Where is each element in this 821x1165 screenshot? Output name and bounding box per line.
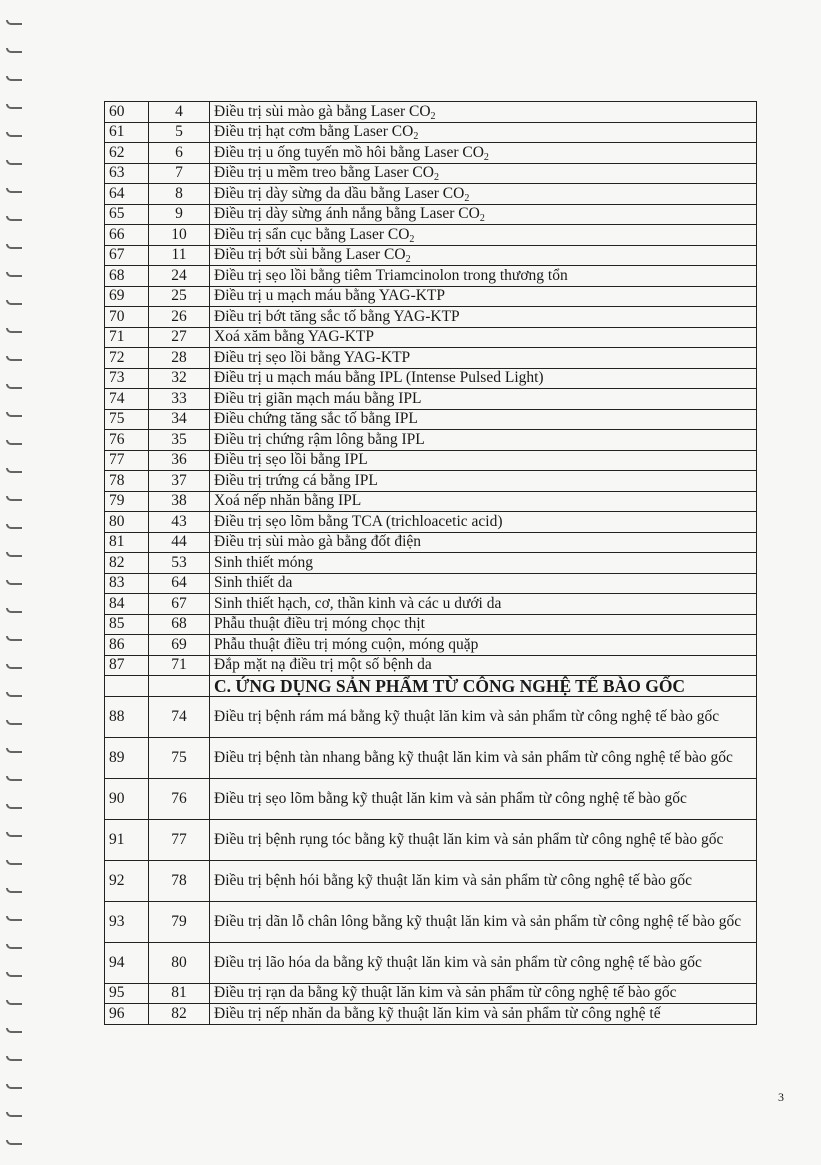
binding-mark	[6, 972, 22, 977]
table-row	[105, 430, 757, 451]
procedure-code: 25	[149, 286, 210, 307]
procedure-name-text: Điều trị sẹo lồi bằng YAG-KTP	[214, 348, 411, 366]
procedure-name-text: Điều trị sẹo lồi bằng tiêm Triamcinolon trong thương tổn	[214, 266, 568, 284]
binding-mark	[6, 1028, 22, 1033]
procedure-code: 34	[149, 409, 210, 430]
procedure-name-text: Điều trị bớt sùi bằng Laser CO	[214, 246, 406, 264]
table-row	[105, 819, 757, 860]
subscript: 2	[405, 254, 411, 266]
row-number: 72	[105, 348, 149, 369]
row-number: 93	[105, 901, 149, 942]
binding-mark	[6, 384, 22, 389]
table-row	[105, 163, 757, 184]
row-number: 91	[105, 819, 149, 860]
procedure-code: 6	[149, 143, 210, 164]
procedure-name	[210, 102, 757, 123]
procedure-name	[210, 655, 757, 676]
procedure-code: 36	[149, 450, 210, 471]
procedure-name-text: Điều trị chứng rậm lông bằng IPL	[214, 430, 425, 448]
row-number: 84	[105, 594, 149, 615]
procedure-name-text: Phẫu thuật điều trị móng chọc thịt	[214, 615, 425, 633]
table-row	[105, 327, 757, 348]
table-row	[105, 204, 757, 225]
row-number: 89	[105, 737, 149, 778]
row-number: 80	[105, 512, 149, 533]
procedure-name	[210, 409, 757, 430]
procedure-name	[210, 594, 757, 615]
binding-mark	[6, 916, 22, 921]
table-row	[105, 512, 757, 533]
table-row	[105, 368, 757, 389]
row-number: 74	[105, 389, 149, 410]
row-number: 67	[105, 245, 149, 266]
row-number: 82	[105, 553, 149, 574]
procedure-name-text: Phẫu thuật điều trị móng cuộn, móng quặp	[214, 635, 479, 653]
empty-cell	[105, 676, 149, 697]
table-row	[105, 348, 757, 369]
row-number: 83	[105, 573, 149, 594]
table-row	[105, 573, 757, 594]
procedure-code: 76	[149, 778, 210, 819]
binding-mark	[6, 244, 22, 249]
procedure-name: Điều trị rạn da bằng kỹ thuật lăn kim và sản phẩm từ công nghệ tế bào gốc	[210, 983, 757, 1004]
table-row	[105, 102, 757, 123]
empty-cell	[149, 676, 210, 697]
row-number: 62	[105, 143, 149, 164]
table-row	[105, 122, 757, 143]
binding-mark	[6, 104, 22, 109]
procedure-code: 68	[149, 614, 210, 635]
table-row	[105, 594, 757, 615]
procedure-name	[210, 553, 757, 574]
binding-mark	[6, 440, 22, 445]
procedure-name: Điều trị bệnh tàn nhang bằng kỹ thuật lăn kim và sản phẩm từ công nghệ tế bào gốc	[210, 737, 757, 778]
row-number: 73	[105, 368, 149, 389]
procedure-name-text: Điều trị dày sừng da dầu bằng Laser CO	[214, 184, 465, 202]
procedure-code: 77	[149, 819, 210, 860]
row-number: 81	[105, 532, 149, 553]
procedure-name-text: Điều trị sẩn cục bằng Laser CO	[214, 225, 410, 243]
table-row	[105, 860, 757, 901]
procedure-code: 69	[149, 635, 210, 656]
procedure-code: 82	[149, 1004, 210, 1025]
table-row	[105, 225, 757, 246]
binding-mark	[6, 580, 22, 585]
table-row	[105, 266, 757, 287]
binding-mark	[6, 20, 22, 25]
procedure-code: 28	[149, 348, 210, 369]
binding-mark	[6, 328, 22, 333]
binding-mark	[6, 1084, 22, 1089]
procedure-name	[210, 122, 757, 143]
procedure-code: 5	[149, 122, 210, 143]
table-row	[105, 553, 757, 574]
subscript: 2	[409, 233, 415, 245]
row-number: 86	[105, 635, 149, 656]
table-row	[105, 491, 757, 512]
table-row	[105, 901, 757, 942]
procedure-name: Điều trị bệnh rụng tóc bằng kỹ thuật lăn kim và sản phẩm từ công nghệ tế bào gốc	[210, 819, 757, 860]
spiral-binding	[0, 0, 30, 1165]
binding-mark	[6, 76, 22, 81]
procedure-name-text: Điều trị bớt tăng sắc tố bằng YAG-KTP	[214, 307, 460, 325]
table-row	[105, 696, 757, 737]
procedure-code: 79	[149, 901, 210, 942]
binding-mark	[6, 188, 22, 193]
row-number: 88	[105, 696, 149, 737]
row-number: 76	[105, 430, 149, 451]
section-heading-row	[105, 676, 757, 697]
procedure-name-text: Xoá nếp nhăn bằng IPL	[214, 492, 362, 510]
row-number: 69	[105, 286, 149, 307]
procedure-code: 9	[149, 204, 210, 225]
binding-mark	[6, 524, 22, 529]
row-number: 71	[105, 327, 149, 348]
table-row	[105, 983, 757, 1004]
procedure-code: 53	[149, 553, 210, 574]
row-number: 87	[105, 655, 149, 676]
procedure-name-text: Đắp mặt nạ điều trị một số bệnh da	[214, 656, 432, 674]
procedure-name-text: Điều trị giãn mạch máu bằng IPL	[214, 389, 422, 407]
procedure-name-text: Điều trị trứng cá bằng IPL	[214, 471, 378, 489]
procedure-code: 75	[149, 737, 210, 778]
procedure-name: Điều trị bệnh rám má bằng kỹ thuật lăn kim và sản phẩm từ công nghệ tế bào gốc	[210, 696, 757, 737]
row-number: 63	[105, 163, 149, 184]
procedure-code: 8	[149, 184, 210, 205]
row-number: 68	[105, 266, 149, 287]
binding-mark	[6, 48, 22, 53]
table-row	[105, 1004, 757, 1025]
row-number: 60	[105, 102, 149, 123]
table-row	[105, 532, 757, 553]
procedure-name: Điều trị lão hóa da bằng kỹ thuật lăn kim và sản phẩm từ công nghệ tế bào gốc	[210, 942, 757, 983]
subscript: 2	[464, 192, 470, 204]
procedure-name: Điều trị sẹo lõm bằng kỹ thuật lăn kim và sản phẩm từ công nghệ tế bào gốc	[210, 778, 757, 819]
procedure-name-text: Điều trị sẹo lồi bằng IPL	[214, 451, 368, 469]
procedure-name	[210, 307, 757, 328]
row-number: 85	[105, 614, 149, 635]
procedure-code: 67	[149, 594, 210, 615]
binding-mark	[6, 216, 22, 221]
procedure-name-text: Điều trị u mạch máu bằng IPL (Intense Pulsed Light)	[214, 369, 544, 387]
procedure-code: 4	[149, 102, 210, 123]
row-number: 77	[105, 450, 149, 471]
table-row	[105, 450, 757, 471]
procedure-name-text: Sinh thiết móng	[214, 553, 314, 571]
row-number: 65	[105, 204, 149, 225]
procedure-code: 78	[149, 860, 210, 901]
binding-mark	[6, 944, 22, 949]
row-number: 79	[105, 491, 149, 512]
procedure-name: Điều trị bệnh hói bằng kỹ thuật lăn kim và sản phẩm từ công nghệ tế bào gốc	[210, 860, 757, 901]
procedure-name	[210, 266, 757, 287]
procedure-code: 37	[149, 471, 210, 492]
table-row	[105, 655, 757, 676]
table-row	[105, 778, 757, 819]
procedure-name: Điều trị nếp nhăn da bằng kỹ thuật lăn kim và sản phẩm từ công nghệ tế	[210, 1004, 757, 1025]
procedure-name	[210, 512, 757, 533]
row-number: 96	[105, 1004, 149, 1025]
procedure-code: 10	[149, 225, 210, 246]
procedure-name-text: Sinh thiết hạch, cơ, thần kinh và các u dưới da	[214, 594, 502, 612]
procedure-name-text: Sinh thiết da	[214, 574, 293, 592]
procedure-name	[210, 225, 757, 246]
binding-mark	[6, 132, 22, 137]
procedure-code: 43	[149, 512, 210, 533]
procedure-name	[210, 532, 757, 553]
table-row	[105, 389, 757, 410]
table-row	[105, 143, 757, 164]
binding-mark	[6, 860, 22, 865]
procedure-name	[210, 143, 757, 164]
procedure-name	[210, 430, 757, 451]
table-row	[105, 245, 757, 266]
row-number: 78	[105, 471, 149, 492]
table-row	[105, 184, 757, 205]
procedure-name	[210, 348, 757, 369]
procedure-name-text: Điều trị sẹo lõm bằng TCA (trichloacetic acid)	[214, 512, 503, 530]
binding-mark	[6, 804, 22, 809]
procedure-code: 64	[149, 573, 210, 594]
binding-mark	[6, 300, 22, 305]
procedure-table-body	[105, 102, 757, 1025]
procedure-name: Điều trị dãn lỗ chân lông bằng kỹ thuật lăn kim và sản phẩm từ công nghệ tế bào gốc	[210, 901, 757, 942]
procedure-name	[210, 450, 757, 471]
binding-mark	[6, 720, 22, 725]
binding-mark	[6, 496, 22, 501]
procedure-name	[210, 245, 757, 266]
subscript: 2	[479, 213, 485, 225]
binding-mark	[6, 272, 22, 277]
table-row	[105, 286, 757, 307]
procedure-name	[210, 204, 757, 225]
binding-mark	[6, 412, 22, 417]
binding-mark	[6, 636, 22, 641]
procedure-code: 7	[149, 163, 210, 184]
binding-mark	[6, 748, 22, 753]
row-number: 92	[105, 860, 149, 901]
procedure-name	[210, 184, 757, 205]
binding-mark	[6, 832, 22, 837]
subscript: 2	[430, 110, 436, 122]
page-number: 3	[778, 1090, 784, 1104]
procedure-code: 81	[149, 983, 210, 1004]
binding-mark	[6, 1056, 22, 1061]
procedure-code: 35	[149, 430, 210, 451]
binding-mark	[6, 356, 22, 361]
procedure-name	[210, 491, 757, 512]
subscript: 2	[483, 151, 489, 163]
procedure-code: 24	[149, 266, 210, 287]
table-row	[105, 471, 757, 492]
binding-mark	[6, 664, 22, 669]
procedure-name-text: Điều trị u ống tuyến mồ hôi bằng Laser CO	[214, 143, 484, 161]
procedure-name-text: Xoá xăm bằng YAG-KTP	[214, 328, 374, 346]
row-number: 64	[105, 184, 149, 205]
row-number: 61	[105, 122, 149, 143]
table-row	[105, 942, 757, 983]
procedure-name	[210, 163, 757, 184]
procedure-name	[210, 389, 757, 410]
procedure-code: 32	[149, 368, 210, 389]
procedure-code: 80	[149, 942, 210, 983]
table-row	[105, 614, 757, 635]
procedure-name-text: Điều trị hạt cơm bằng Laser CO	[214, 123, 414, 141]
binding-mark	[6, 888, 22, 893]
subscript: 2	[413, 131, 419, 143]
procedure-name-text: Điều trị sùi mào gà bằng Laser CO	[214, 102, 431, 120]
procedure-code: 71	[149, 655, 210, 676]
procedure-name-text: Điều trị sùi mào gà bằng đốt điện	[214, 533, 422, 551]
table-row	[105, 635, 757, 656]
binding-mark	[6, 160, 22, 165]
table-row	[105, 409, 757, 430]
procedure-name	[210, 614, 757, 635]
binding-mark	[6, 1140, 22, 1145]
row-number: 94	[105, 942, 149, 983]
procedure-name-text: Điều trị dày sừng ánh nắng bằng Laser CO	[214, 205, 480, 223]
procedure-code: 38	[149, 491, 210, 512]
procedure-code: 44	[149, 532, 210, 553]
procedure-name	[210, 286, 757, 307]
binding-mark	[6, 552, 22, 557]
procedure-name-text: Điều trị u mềm treo bằng Laser CO	[214, 164, 434, 182]
row-number: 95	[105, 983, 149, 1004]
procedure-name-text: Điều chứng tăng sắc tố bằng IPL	[214, 410, 418, 428]
table-row	[105, 737, 757, 778]
procedure-code: 33	[149, 389, 210, 410]
section-heading: C. ỨNG DỤNG SẢN PHẨM TỪ CÔNG NGHỆ TẾ BÀO GỐC	[210, 676, 757, 697]
binding-mark	[6, 608, 22, 613]
row-number: 75	[105, 409, 149, 430]
row-number: 90	[105, 778, 149, 819]
binding-mark	[6, 692, 22, 697]
row-number: 70	[105, 307, 149, 328]
procedure-table	[104, 101, 757, 1025]
procedure-name	[210, 573, 757, 594]
subscript: 2	[433, 172, 439, 184]
binding-mark	[6, 468, 22, 473]
table-row	[105, 307, 757, 328]
binding-mark	[6, 1000, 22, 1005]
row-number: 66	[105, 225, 149, 246]
procedure-name-text: Điều trị u mạch máu bằng YAG-KTP	[214, 287, 446, 305]
procedure-code: 74	[149, 696, 210, 737]
procedure-name	[210, 368, 757, 389]
procedure-name	[210, 327, 757, 348]
binding-mark	[6, 1112, 22, 1117]
procedure-code: 11	[149, 245, 210, 266]
procedure-code: 27	[149, 327, 210, 348]
procedure-name	[210, 471, 757, 492]
binding-mark	[6, 776, 22, 781]
procedure-code: 26	[149, 307, 210, 328]
procedure-name	[210, 635, 757, 656]
